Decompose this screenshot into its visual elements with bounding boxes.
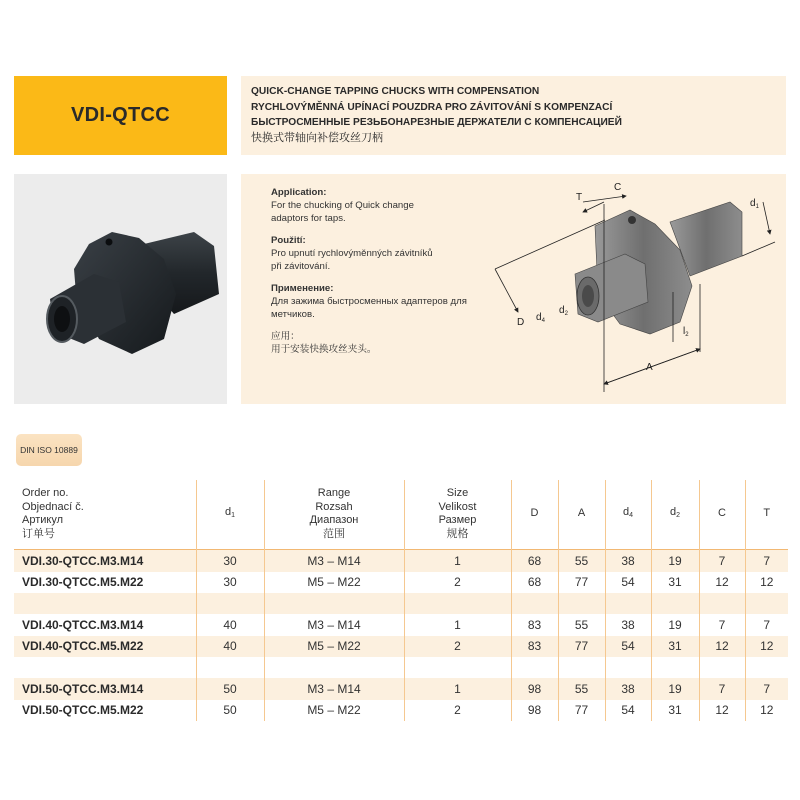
- table-header-row: [14, 480, 788, 550]
- cell-t: 12: [745, 700, 788, 722]
- header-C: C: [699, 480, 745, 550]
- table-row: [14, 572, 788, 594]
- cell-d1: 50: [196, 678, 264, 700]
- cell-d4: 54: [605, 636, 651, 658]
- cell-d4: 38: [605, 678, 651, 700]
- cell-order: VDI.50-QTCC.M5.M22: [22, 703, 144, 718]
- header-D: D: [511, 480, 558, 550]
- cell-d2: 19: [651, 614, 699, 636]
- cell-c: 7: [699, 550, 745, 572]
- cell-size: 1: [404, 614, 511, 636]
- label-l2: $l_2$: [683, 326, 689, 338]
- cell-d: 68: [511, 550, 558, 572]
- dimension-diagram: [480, 174, 786, 404]
- product-code: VDI-QTCC: [70, 104, 171, 126]
- application-cz: Použití: Pro upnutí rychlovýměnných závitníků při závitování.: [271, 235, 433, 272]
- cell-d1: 40: [196, 636, 264, 658]
- cell-d2: 31: [651, 636, 699, 658]
- cell-t: 12: [745, 636, 788, 658]
- cell-order: VDI.30-QTCC.M5.M22: [22, 575, 144, 590]
- cell-a: 55: [558, 550, 605, 572]
- cell-order: VDI.40-QTCC.M3.M14: [22, 617, 144, 632]
- cell-a: 77: [558, 700, 605, 722]
- product-title-box: [14, 76, 227, 155]
- cell-order: VDI.50-QTCC.M3.M14: [14, 678, 196, 700]
- cell-order: VDI.40-QTCC.M5.M22: [14, 636, 196, 658]
- header-T: T: [745, 480, 788, 550]
- cell-range: M5 – M22: [264, 572, 404, 594]
- cell-d2: 31: [651, 572, 699, 594]
- cell-c: 7: [699, 614, 745, 636]
- cell-d1: 30: [196, 572, 264, 594]
- cell-range: M5 – M22: [264, 700, 404, 722]
- spec-table: [14, 480, 788, 721]
- spacer-row: [14, 657, 788, 678]
- header-size: Size Velikost Размер 规格: [404, 480, 511, 550]
- header-d4: $d_4$: [605, 480, 651, 550]
- cell-d1: 30: [196, 550, 264, 572]
- table-row: [14, 700, 788, 722]
- cell-range: M3 – M14: [264, 550, 404, 572]
- cell-d4: 54: [605, 700, 651, 722]
- heading-cn: 快换式带轴向补偿攻丝刀柄: [251, 131, 383, 144]
- cell-range: M5 – M22: [264, 636, 404, 658]
- cell-t: 12: [745, 572, 788, 594]
- cell-t: 7: [745, 550, 788, 572]
- cell-d2: 19: [651, 550, 699, 572]
- label-A: A: [646, 362, 653, 373]
- header-range: Range Rozsah Диапазон 范围: [264, 480, 404, 550]
- cell-range: M3 – M14: [264, 614, 404, 636]
- tapping-chuck-photo: [14, 174, 227, 404]
- application-text: [271, 186, 501, 365]
- heading-ru: БЫСТРОСМЕННЫЕ РЕЗЬБОНАРЕЗНЫЕ ДЕРЖАТЕЛИ С КОМПЕНСАЦИЕЙ: [251, 117, 622, 128]
- label-C: C: [614, 182, 622, 193]
- cell-size: 2: [404, 700, 511, 722]
- table-row: [14, 550, 788, 572]
- header-d2: $d_2$: [651, 480, 699, 550]
- cell-d1: 40: [196, 614, 264, 636]
- header-d1: $d_1$: [196, 480, 264, 550]
- application-en: Application: For the chucking of Quick change adaptors for taps.: [271, 187, 414, 224]
- cell-d: 98: [511, 678, 558, 700]
- heading-cz: RYCHLOVÝMĚNNÁ UPÍNACÍ POUZDRA PRO ZÁVITOVÁNÍ S KOMPENZACÍ: [251, 101, 613, 113]
- cell-c: 12: [699, 636, 745, 658]
- cell-range: M3 – M14: [264, 678, 404, 700]
- cell-d4: 38: [605, 550, 651, 572]
- standard-badge: DIN ISO 10889: [16, 434, 82, 466]
- spacer-row: [14, 593, 788, 614]
- cell-d4: 38: [605, 614, 651, 636]
- cell-d: 68: [511, 572, 558, 594]
- label-d1: $d_1$: [750, 198, 759, 210]
- cell-d2: 31: [651, 700, 699, 722]
- cell-a: 55: [558, 678, 605, 700]
- cell-t: 7: [745, 614, 788, 636]
- header-order: Order no. Objednací č. Артикул 订单号: [22, 487, 84, 540]
- cell-d: 83: [511, 636, 558, 658]
- heading-en: QUICK-CHANGE TAPPING CHUCKS WITH COMPENSATION: [251, 86, 540, 97]
- label-d4: $d_4$: [536, 312, 545, 324]
- cell-c: 7: [699, 678, 745, 700]
- cell-d: 98: [511, 700, 558, 722]
- application-ru: Применение: Для зажима быстросменных адаптеров для метчиков.: [271, 283, 467, 320]
- cell-c: 12: [699, 572, 745, 594]
- cell-d1: 50: [196, 700, 264, 722]
- table-row: [14, 636, 788, 658]
- header-A: A: [558, 480, 605, 550]
- cell-d4: 54: [605, 572, 651, 594]
- label-T: T: [576, 192, 583, 203]
- cell-t: 7: [745, 678, 788, 700]
- product-heading: [241, 76, 786, 155]
- table-row: [14, 614, 788, 636]
- cell-order: VDI.30-QTCC.M3.M14: [14, 550, 196, 572]
- cell-size: 1: [404, 550, 511, 572]
- cell-d2: 19: [651, 678, 699, 700]
- cell-d: 83: [511, 614, 558, 636]
- cell-a: 77: [558, 636, 605, 658]
- cell-c: 12: [699, 700, 745, 722]
- cell-a: 55: [558, 614, 605, 636]
- cell-size: 2: [404, 636, 511, 658]
- cell-size: 1: [404, 678, 511, 700]
- table-row: [14, 678, 788, 700]
- cell-size: 2: [404, 572, 511, 594]
- cell-a: 77: [558, 572, 605, 594]
- label-D: D: [517, 317, 525, 328]
- product-photo: [14, 174, 227, 404]
- label-d2: $d_2$: [559, 305, 568, 317]
- application-cn: 应用： 用于安装快换攻丝夹头。: [271, 331, 377, 355]
- application-panel: [241, 174, 786, 404]
